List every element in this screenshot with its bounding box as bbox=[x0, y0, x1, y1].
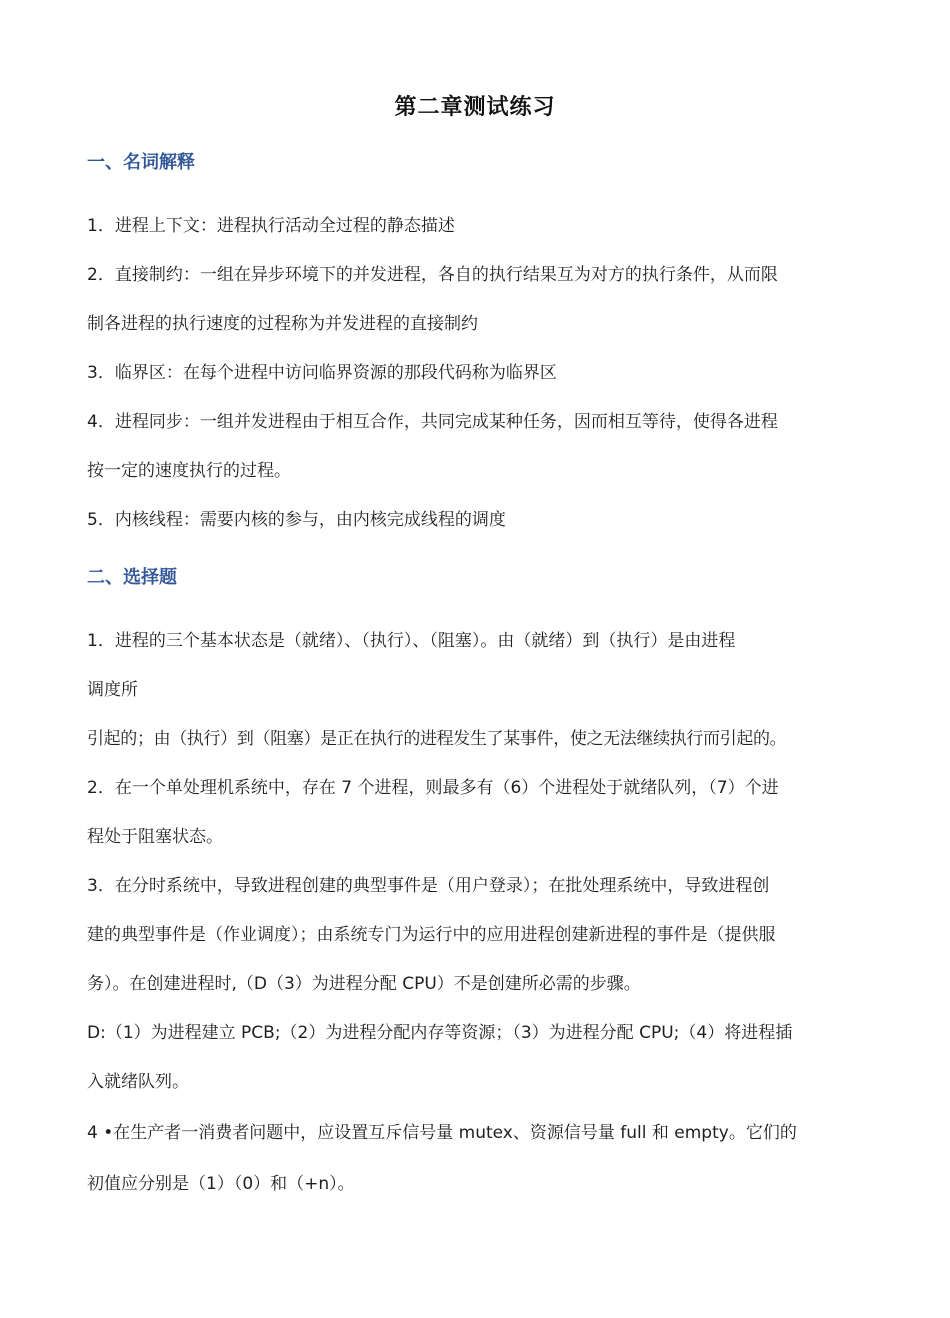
page-title: 第二章测试练习 bbox=[394, 94, 556, 120]
paragraph-line: 1．进程上下文：进程执行活动全过程的静态描述 bbox=[87, 216, 455, 236]
paragraph-line: 引起的；由（执行）到（阻塞）是正在执行的进程发生了某事件，使之无法继续执行而引起的。 bbox=[87, 729, 787, 749]
paragraph-line: 4 •在生产者一消费者问题中，应设置互斥信号量 mutex、资源信号量 full 和 empty。它们的 bbox=[87, 1123, 797, 1143]
section-heading-choices: 二、选择题 bbox=[87, 567, 177, 588]
paragraph-line: 务）。在创建进程时,（D（3）为进程分配 CPU）不是创建所必需的步骤。 bbox=[87, 974, 641, 994]
paragraph-line: 2．在一个单处理机系统中，存在 7 个进程，则最多有（6）个进程处于就绪队列，（7）个进 bbox=[87, 778, 779, 798]
paragraph-line: 4．进程同步：一组并发进程由于相互合作，共同完成某种任务，因而相互等待，使得各进程 bbox=[87, 412, 778, 432]
paragraph-line: 入就绪队列。 bbox=[87, 1072, 189, 1092]
paragraph-line: 按一定的速度执行的过程。 bbox=[87, 461, 291, 481]
paragraph-line: 5．内核线程：需要内核的参与，由内核完成线程的调度 bbox=[87, 510, 506, 530]
paragraph-line: 3．临界区：在每个进程中访问临界资源的那段代码称为临界区 bbox=[87, 363, 557, 383]
paragraph-line: 调度所 bbox=[87, 680, 138, 700]
paragraph-line: 1．进程的三个基本状态是（就绪）、（执行）、（阻塞）。由（就绪）到（执行）是由进程 bbox=[87, 631, 736, 651]
paragraph-line: 制各进程的执行速度的过程称为并发进程的直接制约 bbox=[87, 314, 478, 334]
paragraph-line: 3．在分时系统中，导致进程创建的典型事件是（用户登录）；在批处理系统中，导致进程创 bbox=[87, 876, 770, 896]
paragraph-line: 程处于阻塞状态。 bbox=[87, 827, 223, 847]
paragraph-line: D:（1）为进程建立 PCB;（2）为进程分配内存等资源；（3）为进程分配 CPU;（4）将进程插 bbox=[87, 1023, 793, 1043]
paragraph-line: 建的典型事件是（作业调度）；由系统专门为运行中的应用进程创建新进程的事件是（提供服 bbox=[87, 925, 776, 945]
paragraph-line: 2．直接制约：一组在异步环境下的并发进程，各自的执行结果互为对方的执行条件，从而限 bbox=[87, 265, 778, 285]
paragraph-line: 初值应分别是（1）（0）和（+n）。 bbox=[87, 1174, 355, 1194]
section-heading-terms: 一、名词解释 bbox=[87, 152, 195, 173]
